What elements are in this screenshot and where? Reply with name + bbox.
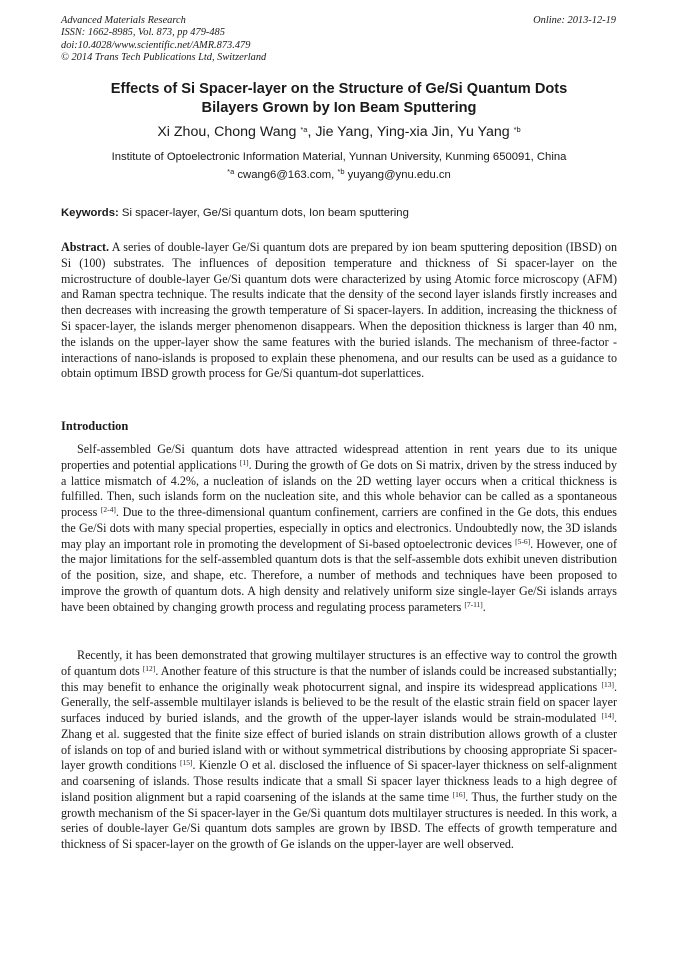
citation-ref[interactable]: [15] bbox=[179, 758, 193, 768]
author-5-mark: *b bbox=[513, 125, 521, 134]
keywords-label: Keywords: bbox=[61, 207, 119, 219]
paper-title bbox=[40, 80, 638, 118]
para-text: . Another feature of this structure is that the number of islands could be increased substantially; this may benefit to enhance the originally weak photocurrent signal, and inspire its widespread applications bbox=[61, 663, 617, 694]
email-b-mark: *b bbox=[337, 167, 345, 176]
journal-name: Advanced Materials Research bbox=[61, 15, 186, 26]
title-line-2: Bilayers Grown by Ion Beam Sputtering bbox=[201, 100, 477, 116]
author-2-mark: *a bbox=[300, 125, 308, 134]
citation-ref[interactable]: [7-11] bbox=[464, 599, 483, 609]
abstract-label: Abstract. bbox=[61, 240, 110, 254]
keywords bbox=[61, 206, 617, 221]
email-b[interactable]: yuyang@ynu.edu.cn bbox=[344, 169, 451, 181]
abstract-text: A series of double-layer Ge/Si quantum dots are prepared by ion beam sputtering deposition (IBSD) on Si (100) substrates. The influences of deposition temperature and thickness of Si spacer-layer on the microstructure of double-layer Ge/Si quantum dots were characterized by using Atomic force microscopy (AFM) and Raman spectra technique. The results indicate that the density of the second layer islands firstly increases and then decreases with increasing the growth temperature of Si spacer-layers. In addition, increasing the thickness of Si spacer-layer, the islands merger phenomenon disappears. When the deposition thickness is larger than 40 nm, the islands on the upper-layer show the same features with the buried islands. The mechanism of three-factor -interactions of nano-islands is proposed to explain these phenomena, and our results can be used as a guidance to obtain optimum IBSD growth process for Ge/Si quantum-dot superlattices. bbox=[61, 240, 617, 381]
citation-ref[interactable]: [5-6] bbox=[515, 536, 531, 546]
citation-ref[interactable]: [14] bbox=[601, 711, 614, 720]
para-text: Self-assembled Ge/Si quantum dots have attracted widespread attention in rent years due to its unique properties and potential applications bbox=[61, 442, 617, 472]
email-a[interactable]: cwang6@163.com, bbox=[234, 169, 338, 181]
online-date: Online: 2013-12-19 bbox=[533, 15, 616, 26]
para-text: . Zhang et al. suggested that the finite size effect of buried islands on strain distribution allows growth of a cluster of islands on top of and buried island with or without symmetrical distributions by choosing appropriate Si spacer-layer growth conditions bbox=[61, 711, 617, 773]
citation-ref[interactable]: [2-4] bbox=[100, 505, 116, 514]
para-text: . bbox=[482, 599, 486, 614]
para-text: . Kienzle O et al. disclosed the influence of Si spacer-layer thickness on self-alignment and coarsening of islands. Those results indicate that a small Si spacer layer thickness leads to a high degree of island position alignment but a rapid coarsening of the islands at the same time bbox=[61, 758, 618, 804]
author-rest: , Jie Yang, Ying-xia Jin, Yu Yang bbox=[307, 124, 514, 140]
citation-ref[interactable]: [12] bbox=[142, 663, 156, 673]
para-text: . However, one of the major limitations for the self-assembled quantum dots is that the self-assemble dots exhibit uneven distribution of the position, size, and shape, etc. Therefore, a number of methods and techniques have been proposed to improve the growth of quantum dots. A high density and relatively uniform size single-layer Ge/Si islands arrays have been obtained by changing growth process and regulating process parameters bbox=[61, 536, 617, 614]
author-1: Xi Zhou, bbox=[157, 124, 215, 140]
para-text: . During the growth of Ge dots on Si matrix, driven by the stress induced by a lattice mismatch of 4.2%, a nucleation of islands on the 2D wetting layer occurs when a critical thickness is fulfilled. Then, such islands form on the nucleation site, and this whole behavior can be called as a spontaneous process bbox=[61, 457, 618, 519]
contact-emails bbox=[40, 168, 638, 183]
para-text: . Due to the three-dimensional quantum confinement, carriers are confined in the Ge dots, this endues the Ge/Si dots with many special properties, especially in optics and electronics. Undoubtedly now, the 3D islands may play an important role in promoting the development of Si-based optoelectronic devices bbox=[61, 505, 617, 551]
intro-paragraph-1 bbox=[61, 442, 617, 615]
citation-ref[interactable]: [1] bbox=[239, 457, 249, 467]
email-a-mark: *a bbox=[227, 167, 235, 176]
journal-copyright: © 2014 Trans Tech Publications Ltd, Switzerland bbox=[61, 52, 267, 64]
keywords-text: Si spacer-layer, Ge/Si quantum dots, Ion beam sputtering bbox=[118, 207, 409, 219]
para-text: . Generally, the self-assemble multilayer islands is believed to be the result of the elastic strain field on spacer layer surfaces induced by buried islands, and the growth of the upper-layer islands would be strain-modulated bbox=[61, 679, 617, 725]
journal-header bbox=[61, 15, 266, 65]
title-line-1: Effects of Si Spacer-layer on the Structure of Ge/Si Quantum Dots bbox=[110, 81, 568, 97]
section-heading-introduction: Introduction bbox=[61, 419, 129, 433]
intro-paragraph-2 bbox=[61, 648, 617, 853]
citation-ref[interactable]: [16] bbox=[452, 789, 466, 799]
journal-doi[interactable]: doi:10.4028/www.scientific.net/AMR.873.479 bbox=[61, 39, 251, 51]
citation-ref[interactable]: [13] bbox=[601, 679, 614, 689]
author-list bbox=[40, 122, 638, 142]
abstract bbox=[61, 240, 617, 382]
journal-issn: ISSN: 1662-8985, Vol. 873, pp 479-485 bbox=[61, 27, 225, 39]
para-text: . Thus, the further study on the growth mechanism of the Si spacer-layer in the Ge/Si quantum dots multilayer structures is needed. In this work, a series of double-layer Ge/Si quantum dots samples are grown by IBSD. The effects of growth temperature and thickness of Si spacer-layer on the growth of Ge islands on the upper-layer are well observed. bbox=[61, 789, 617, 851]
affiliation: Institute of Optoelectronic Information Material, Yunnan University, Kunming 650091, China bbox=[111, 151, 567, 163]
author-2: Chong Wang bbox=[214, 124, 301, 140]
para-text: Recently, it has been demonstrated that growing multilayer structures is an effective way to control the growth of quantum dots bbox=[61, 648, 617, 678]
